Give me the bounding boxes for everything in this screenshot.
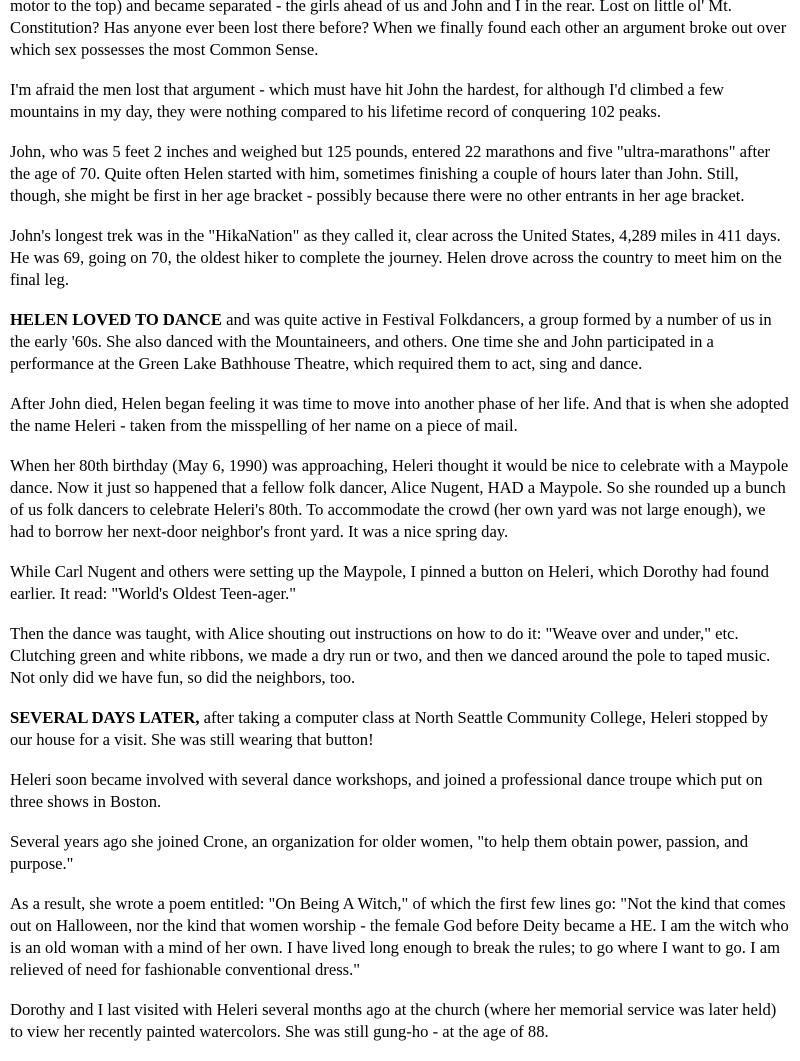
paragraph-text: John's longest trek was in the "HikaNation" as they called it, clear across the United States, 4,289 miles in 411 days. He was 69, going on 70, the oldest hiker to complete the journey. Helen drove across the country to meet him on the final leg. [10,226,782,289]
paragraph-text: after taking a computer class at North Seattle Community College, Heleri stopped by our house for a visit. She was still wearing that button! [10,708,769,749]
paragraph-dance-workshops [10,769,792,813]
paragraph-marathons [10,141,792,207]
paragraph-80th-birthday [10,455,792,543]
paragraph-men-lost-argument [10,79,792,123]
paragraph-lead-heading: HELEN LOVED TO DANCE [10,310,222,329]
paragraph-several-days-later [10,707,792,751]
paragraph-crone [10,831,792,875]
paragraph-text: After John died, Helen began feeling it was time to move into another phase of her life. And that is when she adopted the name Heleri - taken from the misspelling of her name on a piece of mail. [10,394,789,435]
paragraph-hikanation [10,225,792,291]
paragraph-text: When her 80th birthday (May 6, 1990) was approaching, Heleri thought it would be nice to celebrate with a Maypole dance. Now it just so happened that a fellow folk dancer, Alice Nugent, HAD a Maypole. So she rounded up a bunch of us folk dancers to celebrate Heleri's 80th. To accommodate the crowd (her own yard was not large enough), we had to borrow her next-door neighbor's front yard. It was a nice spring day. [10,456,789,541]
paragraph-name-heleri [10,393,792,437]
paragraph-text: As a result, she wrote a poem entitled: "On Being A Witch," of which the first few lines go: "Not the kind that comes out on Halloween, nor the kind that women worship - the female God before Deity became a HE. I am the witch who is an old woman with a mind of her own. I have lived long enough to break the rules; to go where I want to go. I am relieved of need for fashionable conventional dress." [10,894,789,979]
paragraph-text: Then the dance was taught, with Alice shouting out instructions on how to do it: "Weave over and under," etc. Clutching green and white ribbons, we made a dry run or two, and then we danced around the pole to taped music. Not only did we have fun, so did the neighbors, too. [10,624,771,687]
paragraph-text: and was quite active in Festival Folkdancers, a group formed by a number of us in the early '60s. She also danced with the Mountaineers, and others. One time she and John participated in a performance at the Green Lake Bathhouse Theatre, which required them to act, sing and dance. [10,310,772,373]
paragraph-lead-heading: SEVERAL DAYS LATER, [10,708,200,727]
paragraph-button [10,561,792,605]
paragraph-text: Dorothy and I last visited with Heleri several months ago at the church (where her memorial service was later held) to view her recently painted watercolors. She was still gung-ho - at the age of 88. [10,1000,777,1041]
paragraph-text: I'm afraid the men lost that argument - which must have hit John the hardest, for although I'd climbed a few mountains in my day, they were nothing compared to his lifetime record of conquering 102 peaks. [10,80,724,121]
paragraph-text: motor to the top) and became separated - the girls ahead of us and John and I in the rear. Lost on little ol' Mt. Constitution? Has anyone ever been lost there before? When we finally found each other an argument broke out over which sex possesses the most Common Sense. [10,0,787,59]
paragraph-text: Heleri soon became involved with several dance workshops, and joined a professional dance troupe which put on three shows in Boston. [10,770,763,811]
paragraph-loved-to-dance [10,309,792,375]
paragraph-last-visit [10,999,792,1043]
article-body [10,0,792,1061]
paragraph-witch-poem [10,893,792,981]
paragraph-text: Several years ago she joined Crone, an organization for older women, "to help them obtain power, passion, and purpose." [10,832,749,873]
paragraph-lost-on-mountain [10,0,792,61]
paragraph-maypole-dance [10,623,792,689]
paragraph-text: While Carl Nugent and others were setting up the Maypole, I pinned a button on Heleri, which Dorothy had found earlier. It read: "World's Oldest Teen-ager." [10,562,769,603]
paragraph-text: John, who was 5 feet 2 inches and weighed but 125 pounds, entered 22 marathons and five "ultra-marathons" after the age of 70. Quite often Helen started with him, sometimes finishing a couple of hours later than John. Still, though, she might be first in her age bracket - possibly because there were no other entrants in her age bracket. [10,142,771,205]
